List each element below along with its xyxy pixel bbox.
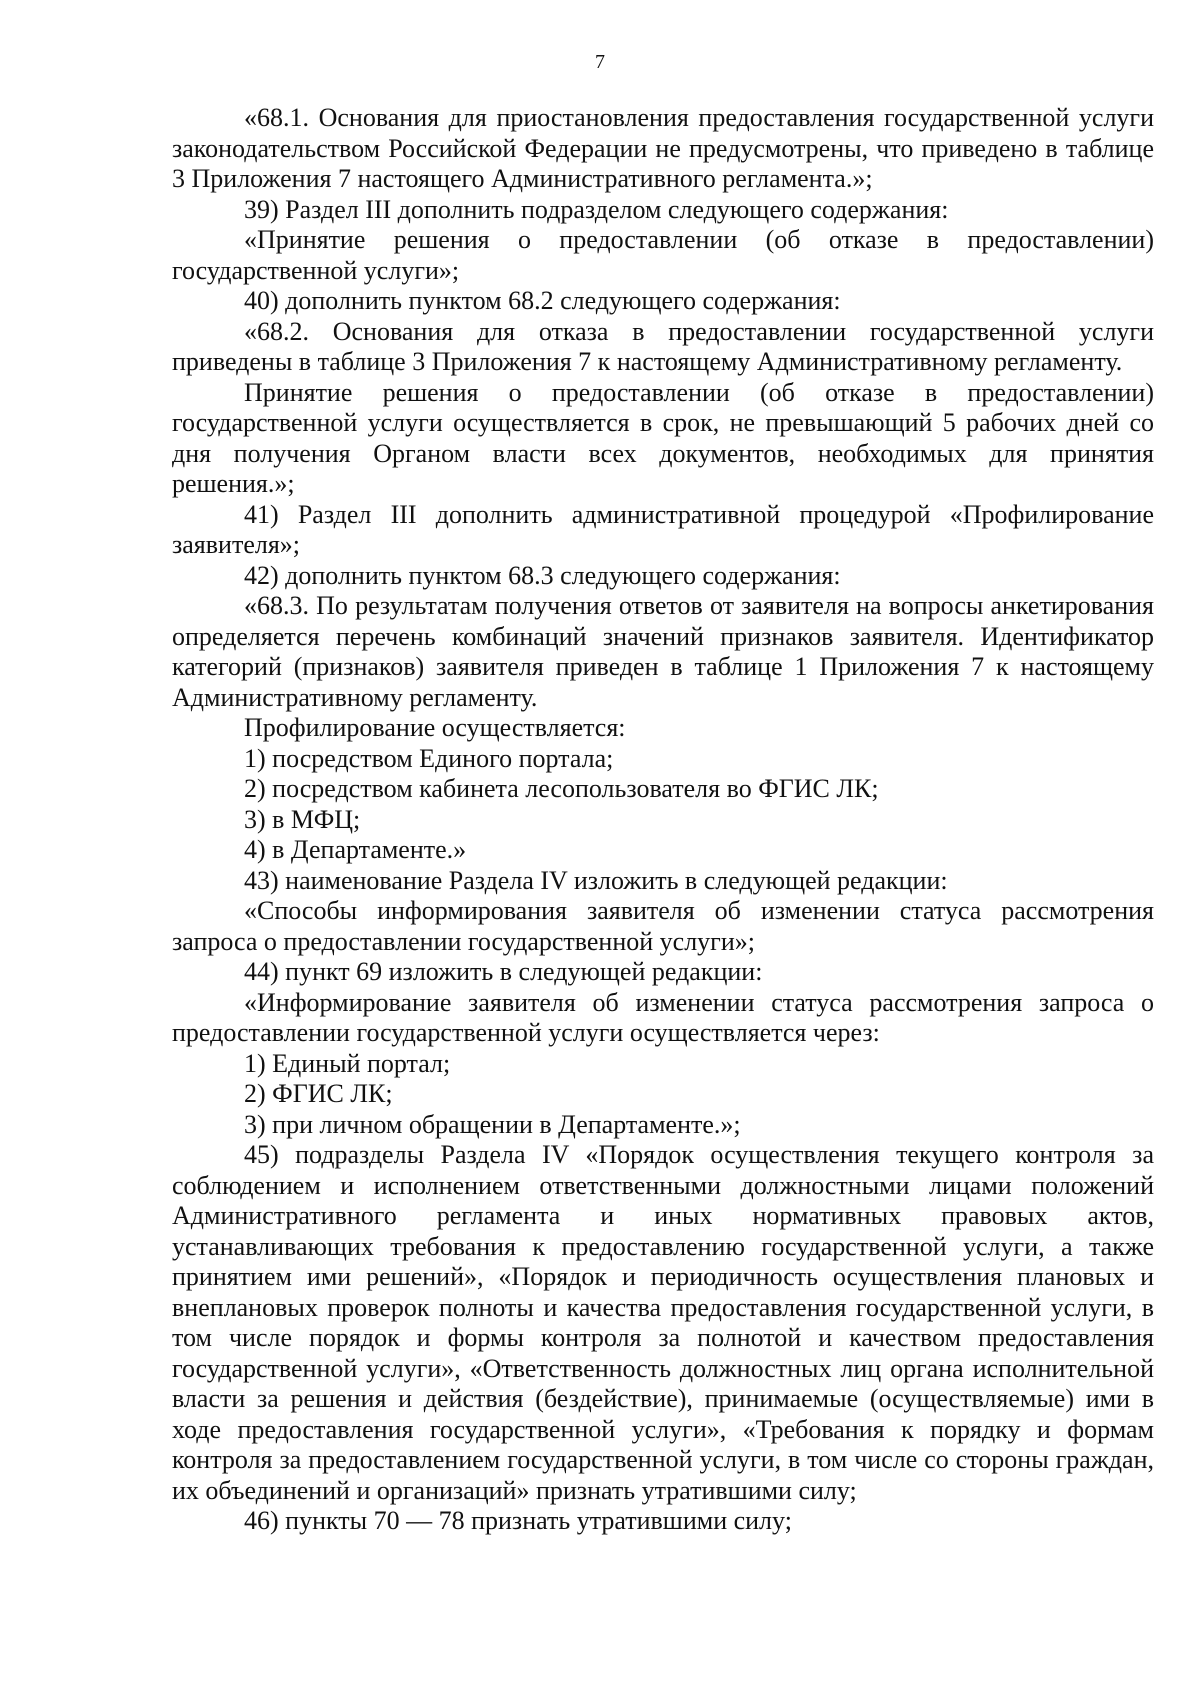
- paragraph-68-2: «68.2. Основания для отказа в предоставлении государственной услуги приведены в таблице 3 Приложения 7 к настоящему Административному регламенту.: [172, 316, 1154, 376]
- paragraph-item-69-text: «Информирование заявителя об изменении статуса рассмотрения запроса о предоставлении государственной услуги осуществляется через:: [172, 987, 1154, 1047]
- paragraph-item-46: 46) пункты 70 — 78 признать утратившими силу;: [244, 1506, 792, 1535]
- paragraph-68-1: «68.1. Основания для приостановления предоставления государственной услуги законодательством Российской Федерации не предусмотрены, что приведено в таблице 3 Приложения 7 настоящего Административного регламента.»;: [172, 103, 1154, 193]
- paragraph-item-41: 41) Раздел III дополнить административной процедурой «Профилирование заявителя»;: [172, 499, 1154, 559]
- paragraph-item-39: 39) Раздел III дополнить подразделом следующего содержания:: [244, 194, 949, 224]
- list-item-profiling-3: 3) в МФЦ;: [244, 804, 361, 834]
- list-item-profiling-2: 2) посредством кабинета лесопользователя во ФГИС ЛК;: [244, 774, 879, 803]
- paragraph-item-43: 43) наименование Раздела IV изложить в следующей редакции:: [244, 865, 948, 895]
- paragraph-item-44: 44) пункт 69 изложить в следующей редакции:: [244, 957, 763, 986]
- paragraph-profiling-intro: Профилирование осуществляется:: [244, 713, 626, 742]
- list-item-informing-1: 1) Единый портал;: [244, 1048, 451, 1078]
- paragraph-item-42: 42) дополнить пунктом 68.3 следующего содержания:: [244, 560, 841, 590]
- page-number: 7: [595, 51, 605, 73]
- list-item-informing-2: 2) ФГИС ЛК;: [244, 1079, 393, 1108]
- list-item-profiling-1: 1) посредством Единого портала;: [244, 743, 614, 773]
- paragraph-68-3: «68.3. По результатам получения ответов от заявителя на вопросы анкетирования определяется перечень комбинаций значений признаков заявителя. Идентификатор категорий (признаков) заявителя приведен в таблице 1 Приложения 7 к настоящему Административному регламенту.: [172, 591, 1154, 712]
- paragraph-subsection-title-decision: «Принятие решения о предоставлении (об отказе в предоставлении) государственной услуги»;: [172, 225, 1154, 285]
- paragraph-item-45: 45) подразделы Раздела IV «Порядок осуществления текущего контроля за соблюдением и исполнением ответственными должностными лицами положений Административного регламента и иных нормативных правовых актов, устанавливающих требования к предоставлению государственной услуги, а также принятием ими решений», «Порядок и периодичность осуществления плановых и внеплановых проверок полноты и качества предоставления государственной услуги, в том числе порядок и формы контроля за полнотой и качеством предоставления государственной услуги», «Ответственность должностных лиц органа исполнительной власти за решения и действия (бездействие), принимаемые (осуществляемые) ими в ходе предоставления государственной услуги», «Требования к порядку и формам контроля за предоставлением государственной услуги, в том числе со стороны граждан, их объединений и организаций» признать утратившими силу;: [172, 1140, 1154, 1505]
- list-item-informing-3: 3) при личном обращении в Департаменте.»;: [244, 1109, 741, 1139]
- paragraph-decision-deadline: Принятие решения о предоставлении (об отказе в предоставлении) государственной услуги осуществляется в срок, не превышающий 5 рабочих дней со дня получения Органом власти всех документов, необходимых для принятия решения.»;: [172, 377, 1154, 498]
- paragraph-item-40: 40) дополнить пунктом 68.2 следующего содержания:: [244, 286, 841, 315]
- list-item-profiling-4: 4) в Департаменте.»: [244, 835, 467, 864]
- document-body: [172, 103, 1154, 1537]
- paragraph-section-iv-title: «Способы информирования заявителя об изменении статуса рассмотрения запроса о предоставлении государственной услуги»;: [172, 896, 1154, 956]
